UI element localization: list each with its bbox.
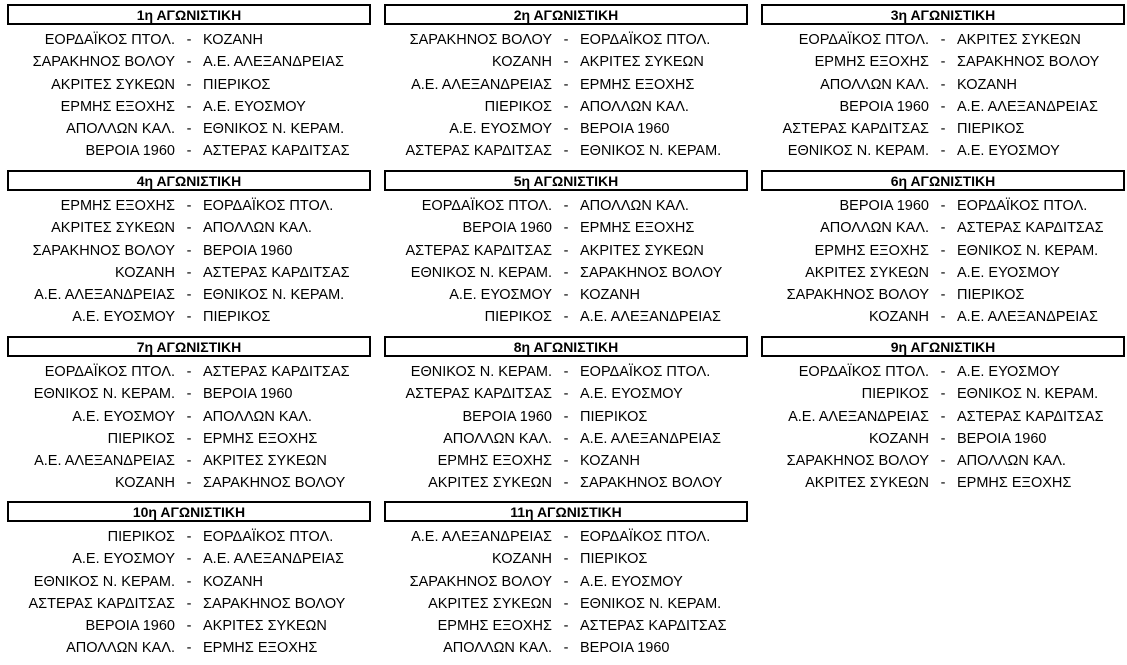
match-row — [384, 306, 748, 328]
match-separator: - — [940, 198, 946, 214]
away-team: ΚΟΖΑΝΗ — [957, 76, 1017, 93]
away-team: ΣΑΡΑΚΗΝΟΣ ΒΟΛΟΥ — [580, 264, 723, 281]
match-row — [7, 450, 371, 472]
away-team: ΑΣΤΕΡΑΣ ΚΑΡΔΙΤΣΑΣ — [203, 264, 350, 281]
match-row — [384, 472, 748, 494]
home-team: Α.Ε. ΑΛΕΞΑΝΔΡΕΙΑΣ — [788, 408, 929, 425]
away-team: ΠΙΕΡΙΚΟΣ — [580, 408, 648, 425]
home-team: ΚΟΖΑΝΗ — [869, 309, 929, 326]
match-row — [761, 472, 1125, 494]
match-separator: - — [563, 364, 569, 380]
round-block-11 — [384, 501, 748, 660]
round-title: 3η ΑΓΩΝΙΣΤΙΚΗ — [761, 4, 1125, 25]
round-title: 8η ΑΓΩΝΙΣΤΙΚΗ — [384, 336, 748, 357]
away-team: ΚΟΖΑΝΗ — [203, 32, 263, 48]
away-team: ΒΕΡΟΙΑ 1960 — [580, 121, 670, 138]
home-team: ΣΑΡΑΚΗΝΟΣ ΒΟΛΟΥ — [786, 453, 929, 470]
match-row — [384, 571, 748, 593]
home-team: ΒΕΡΟΙΑ 1960 — [462, 408, 552, 425]
away-team: Α.Ε. ΕΥΟΣΜΟΥ — [957, 143, 1060, 160]
match-separator: - — [940, 386, 946, 403]
match-separator: - — [563, 475, 569, 492]
match-row — [7, 306, 371, 328]
match-separator: - — [186, 76, 192, 93]
home-team: ΑΠΟΛΛΩΝ ΚΑΛ. — [443, 640, 552, 657]
round-title: 6η ΑΓΩΝΙΣΤΙΚΗ — [761, 170, 1125, 191]
away-team: ΑΠΟΛΛΩΝ ΚΑΛ. — [580, 198, 689, 214]
home-team: ΕΟΡΔΑΪΚΟΣ ΠΤΟΛ. — [44, 32, 175, 48]
away-team: ΑΠΟΛΛΩΝ ΚΑΛ. — [957, 453, 1066, 470]
match-row — [7, 637, 371, 659]
home-team: ΑΣΤΕΡΑΣ ΚΑΡΔΙΤΣΑΣ — [405, 143, 552, 160]
match-separator: - — [186, 198, 192, 214]
match-separator: - — [563, 618, 569, 635]
home-team: ΚΟΖΑΝΗ — [115, 264, 175, 281]
match-list — [384, 29, 748, 163]
away-team: Α.Ε. ΕΥΟΣΜΟΥ — [580, 573, 683, 590]
match-separator: - — [186, 475, 192, 492]
match-row — [7, 548, 371, 570]
home-team: ΣΑΡΑΚΗΝΟΣ ΒΟΛΟΥ — [409, 32, 552, 48]
match-separator: - — [563, 76, 569, 93]
away-team: ΑΚΡΙΤΕΣ ΣΥΚΕΩΝ — [580, 54, 704, 71]
home-team: ΕΟΡΔΑΪΚΟΣ ΠΤΟΛ. — [798, 32, 929, 48]
match-row — [7, 240, 371, 262]
match-row — [761, 450, 1125, 472]
match-separator: - — [563, 551, 569, 568]
match-row — [384, 96, 748, 118]
away-team: ΕΟΡΔΑΪΚΟΣ ΠΤΟΛ. — [203, 198, 334, 214]
home-team: ΕΟΡΔΑΪΚΟΣ ΠΤΟΛ. — [44, 364, 175, 380]
match-row — [384, 428, 748, 450]
match-row — [384, 51, 748, 73]
away-team: ΑΣΤΕΡΑΣ ΚΑΡΔΙΤΣΑΣ — [580, 618, 727, 635]
home-team: ΕΘΝΙΚΟΣ Ν. ΚΕΡΑΜ. — [410, 364, 552, 380]
away-team: ΠΙΕΡΙΚΟΣ — [957, 121, 1025, 138]
away-team: ΕΡΜΗΣ ΕΞΟΧΗΣ — [203, 430, 318, 447]
home-team: ΑΣΤΕΡΑΣ ΚΑΡΔΙΤΣΑΣ — [405, 386, 552, 403]
away-team: ΚΟΖΑΝΗ — [580, 453, 640, 470]
match-separator: - — [563, 98, 569, 115]
match-separator: - — [940, 98, 946, 115]
home-team: ΑΣΤΕΡΑΣ ΚΑΡΔΙΤΣΑΣ — [405, 242, 552, 259]
match-separator: - — [563, 453, 569, 470]
away-team: Α.Ε. ΕΥΟΣΜΟΥ — [957, 264, 1060, 281]
home-team: ΕΡΜΗΣ ΕΞΟΧΗΣ — [814, 242, 929, 259]
match-row — [761, 96, 1125, 118]
away-team: ΣΑΡΑΚΗΝΟΣ ΒΟΛΟΥ — [580, 475, 723, 492]
match-row — [761, 406, 1125, 428]
away-team: ΑΣΤΕΡΑΣ ΚΑΡΔΙΤΣΑΣ — [203, 143, 350, 160]
round-block-4 — [7, 170, 371, 329]
away-team: ΑΣΤΕΡΑΣ ΚΑΡΔΙΤΣΑΣ — [203, 364, 350, 380]
away-team: ΑΣΤΕΡΑΣ ΚΑΡΔΙΤΣΑΣ — [957, 220, 1104, 237]
match-list — [761, 29, 1125, 163]
round-block-10 — [7, 501, 371, 660]
match-row — [384, 406, 748, 428]
away-team: ΕΡΜΗΣ ΕΞΟΧΗΣ — [580, 220, 695, 237]
match-list — [761, 361, 1125, 495]
match-row — [761, 195, 1125, 217]
away-team: ΠΙΕΡΙΚΟΣ — [580, 551, 648, 568]
match-separator: - — [563, 529, 569, 545]
home-team: ΑΠΟΛΛΩΝ ΚΑΛ. — [820, 76, 929, 93]
home-team: ΑΚΡΙΤΕΣ ΣΥΚΕΩΝ — [428, 595, 552, 612]
home-team: ΒΕΡΟΙΑ 1960 — [462, 220, 552, 237]
round-title: 10η ΑΓΩΝΙΣΤΙΚΗ — [7, 501, 371, 522]
away-team: ΕΟΡΔΑΪΚΟΣ ΠΤΟΛ. — [580, 364, 711, 380]
away-team: ΕΟΡΔΑΪΚΟΣ ΠΤΟΛ. — [203, 529, 334, 545]
match-separator: - — [940, 309, 946, 326]
home-team: ΕΟΡΔΑΪΚΟΣ ΠΤΟΛ. — [798, 364, 929, 380]
home-team: ΚΟΖΑΝΗ — [492, 54, 552, 71]
home-team: Α.Ε. ΑΛΕΞΑΝΔΡΕΙΑΣ — [34, 453, 175, 470]
match-separator: - — [186, 220, 192, 237]
match-separator: - — [940, 408, 946, 425]
match-row — [384, 615, 748, 637]
home-team: Α.Ε. ΑΛΕΞΑΝΔΡΕΙΑΣ — [411, 76, 552, 93]
match-separator: - — [186, 32, 192, 48]
away-team: ΕΘΝΙΚΟΣ Ν. ΚΕΡΑΜ. — [957, 386, 1099, 403]
match-row — [384, 240, 748, 262]
match-row — [384, 140, 748, 162]
home-team: ΚΟΖΑΝΗ — [115, 475, 175, 492]
home-team: ΑΠΟΛΛΩΝ ΚΑΛ. — [66, 121, 175, 138]
match-row — [761, 74, 1125, 96]
match-row — [384, 361, 748, 383]
home-team: ΑΚΡΙΤΕΣ ΣΥΚΕΩΝ — [51, 220, 175, 237]
away-team: ΠΙΕΡΙΚΟΣ — [957, 287, 1025, 304]
home-team: Α.Ε. ΕΥΟΣΜΟΥ — [72, 309, 175, 326]
match-separator: - — [563, 408, 569, 425]
away-team: ΣΑΡΑΚΗΝΟΣ ΒΟΛΟΥ — [203, 475, 346, 492]
match-row — [7, 526, 371, 548]
match-list — [7, 29, 371, 163]
home-team: ΒΕΡΟΙΑ 1960 — [839, 198, 929, 214]
away-team: ΑΚΡΙΤΕΣ ΣΥΚΕΩΝ — [203, 453, 327, 470]
away-team: ΚΟΖΑΝΗ — [203, 573, 263, 590]
match-row — [7, 615, 371, 637]
away-team: ΑΣΤΕΡΑΣ ΚΑΡΔΙΤΣΑΣ — [957, 408, 1104, 425]
away-team: ΕΡΜΗΣ ΕΞΟΧΗΣ — [203, 640, 318, 657]
match-row — [384, 118, 748, 140]
away-team: ΕΟΡΔΑΪΚΟΣ ΠΤΟΛ. — [580, 529, 711, 545]
match-row — [7, 593, 371, 615]
match-separator: - — [563, 309, 569, 326]
match-row — [384, 593, 748, 615]
match-separator: - — [186, 640, 192, 657]
match-row — [761, 361, 1125, 383]
round-title: 2η ΑΓΩΝΙΣΤΙΚΗ — [384, 4, 748, 25]
round-block-9 — [761, 336, 1125, 495]
home-team: ΑΚΡΙΤΕΣ ΣΥΚΕΩΝ — [51, 76, 175, 93]
home-team: Α.Ε. ΕΥΟΣΜΟΥ — [72, 551, 175, 568]
match-list — [7, 195, 371, 329]
away-team: ΣΑΡΑΚΗΝΟΣ ΒΟΛΟΥ — [203, 595, 346, 612]
match-separator: - — [563, 143, 569, 160]
match-separator: - — [186, 386, 192, 403]
away-team: ΠΙΕΡΙΚΟΣ — [203, 309, 271, 326]
home-team: Α.Ε. ΕΥΟΣΜΟΥ — [72, 408, 175, 425]
away-team: Α.Ε. ΑΛΕΞΑΝΔΡΕΙΑΣ — [957, 98, 1098, 115]
match-row — [384, 548, 748, 570]
match-separator: - — [186, 287, 192, 304]
home-team: ΕΡΜΗΣ ΕΞΟΧΗΣ — [437, 618, 552, 635]
home-team: ΑΚΡΙΤΕΣ ΣΥΚΕΩΝ — [428, 475, 552, 492]
away-team: ΕΘΝΙΚΟΣ Ν. ΚΕΡΑΜ. — [580, 143, 722, 160]
match-row — [761, 240, 1125, 262]
away-team: Α.Ε. ΑΛΕΞΑΝΔΡΕΙΑΣ — [580, 309, 721, 326]
away-team: ΕΘΝΙΚΟΣ Ν. ΚΕΡΑΜ. — [203, 287, 345, 304]
match-separator: - — [186, 408, 192, 425]
home-team: ΕΘΝΙΚΟΣ Ν. ΚΕΡΑΜ. — [33, 573, 175, 590]
match-separator: - — [563, 220, 569, 237]
round-title: 7η ΑΓΩΝΙΣΤΙΚΗ — [7, 336, 371, 357]
match-row — [384, 195, 748, 217]
match-separator: - — [563, 595, 569, 612]
match-list — [384, 195, 748, 329]
match-separator: - — [186, 309, 192, 326]
away-team: ΒΕΡΟΙΑ 1960 — [203, 242, 293, 259]
match-separator: - — [186, 573, 192, 590]
match-separator: - — [186, 453, 192, 470]
match-row — [761, 140, 1125, 162]
match-row — [384, 637, 748, 659]
match-row — [7, 428, 371, 450]
match-separator: - — [940, 430, 946, 447]
away-team: ΕΟΡΔΑΪΚΟΣ ΠΤΟΛ. — [957, 198, 1088, 214]
match-row — [384, 262, 748, 284]
match-row — [7, 140, 371, 162]
match-row — [384, 74, 748, 96]
match-row — [7, 262, 371, 284]
round-block-2 — [384, 4, 748, 163]
away-team: ΒΕΡΟΙΑ 1960 — [580, 640, 670, 657]
match-separator: - — [563, 287, 569, 304]
match-separator: - — [563, 640, 569, 657]
match-separator: - — [940, 143, 946, 160]
match-separator: - — [563, 386, 569, 403]
round-title: 5η ΑΓΩΝΙΣΤΙΚΗ — [384, 170, 748, 191]
match-separator: - — [940, 76, 946, 93]
home-team: ΠΙΕΡΙΚΟΣ — [484, 98, 552, 115]
match-separator: - — [940, 364, 946, 380]
away-team: ΕΘΝΙΚΟΣ Ν. ΚΕΡΑΜ. — [203, 121, 345, 138]
round-block-5 — [384, 170, 748, 329]
match-list — [7, 361, 371, 495]
match-separator: - — [940, 54, 946, 71]
match-separator: - — [940, 475, 946, 492]
home-team: ΚΟΖΑΝΗ — [492, 551, 552, 568]
home-team: ΕΘΝΙΚΟΣ Ν. ΚΕΡΑΜ. — [33, 386, 175, 403]
away-team: ΕΟΡΔΑΪΚΟΣ ΠΤΟΛ. — [580, 32, 711, 48]
match-separator: - — [940, 287, 946, 304]
home-team: ΠΙΕΡΙΚΟΣ — [107, 430, 175, 447]
match-row — [7, 195, 371, 217]
home-team: Α.Ε. ΕΥΟΣΜΟΥ — [449, 287, 552, 304]
match-row — [7, 51, 371, 73]
match-list — [7, 526, 371, 660]
away-team: ΕΡΜΗΣ ΕΞΟΧΗΣ — [957, 475, 1072, 492]
round-title: 1η ΑΓΩΝΙΣΤΙΚΗ — [7, 4, 371, 25]
match-separator: - — [186, 364, 192, 380]
match-separator: - — [563, 430, 569, 447]
home-team: ΣΑΡΑΚΗΝΟΣ ΒΟΛΟΥ — [409, 573, 552, 590]
away-team: Α.Ε. ΕΥΟΣΜΟΥ — [957, 364, 1060, 380]
match-row — [384, 217, 748, 239]
match-row — [7, 406, 371, 428]
match-row — [761, 51, 1125, 73]
match-row — [761, 306, 1125, 328]
home-team: ΑΚΡΙΤΕΣ ΣΥΚΕΩΝ — [805, 264, 929, 281]
home-team: ΕΡΜΗΣ ΕΞΟΧΗΣ — [437, 453, 552, 470]
home-team: ΑΣΤΕΡΑΣ ΚΑΡΔΙΤΣΑΣ — [28, 595, 175, 612]
home-team: ΕΡΜΗΣ ΕΞΟΧΗΣ — [60, 198, 175, 214]
match-row — [7, 96, 371, 118]
match-row — [7, 118, 371, 140]
match-separator: - — [186, 143, 192, 160]
away-team: ΑΠΟΛΛΩΝ ΚΑΛ. — [203, 220, 312, 237]
home-team: ΠΙΕΡΙΚΟΣ — [107, 529, 175, 545]
match-separator: - — [940, 32, 946, 48]
match-separator: - — [563, 573, 569, 590]
home-team: ΑΠΟΛΛΩΝ ΚΑΛ. — [820, 220, 929, 237]
match-row — [384, 29, 748, 51]
match-row — [7, 217, 371, 239]
home-team: ΣΑΡΑΚΗΝΟΣ ΒΟΛΟΥ — [32, 54, 175, 71]
match-separator: - — [186, 54, 192, 71]
match-separator: - — [563, 32, 569, 48]
home-team: ΒΕΡΟΙΑ 1960 — [85, 143, 175, 160]
match-row — [7, 361, 371, 383]
match-row — [384, 284, 748, 306]
home-team: ΣΑΡΑΚΗΝΟΣ ΒΟΛΟΥ — [786, 287, 929, 304]
away-team: Α.Ε. ΕΥΟΣΜΟΥ — [580, 386, 683, 403]
match-row — [761, 428, 1125, 450]
match-row — [761, 217, 1125, 239]
away-team: ΕΘΝΙΚΟΣ Ν. ΚΕΡΑΜ. — [580, 595, 722, 612]
away-team: ΕΡΜΗΣ ΕΞΟΧΗΣ — [580, 76, 695, 93]
match-list — [761, 195, 1125, 329]
away-team: Α.Ε. ΑΛΕΞΑΝΔΡΕΙΑΣ — [203, 54, 344, 71]
match-row — [384, 383, 748, 405]
home-team: ΕΟΡΔΑΪΚΟΣ ΠΤΟΛ. — [421, 198, 552, 214]
match-separator: - — [186, 98, 192, 115]
away-team: ΑΠΟΛΛΩΝ ΚΑΛ. — [580, 98, 689, 115]
match-separator: - — [563, 264, 569, 281]
home-team: ΒΕΡΟΙΑ 1960 — [839, 98, 929, 115]
match-separator: - — [563, 242, 569, 259]
match-row — [7, 571, 371, 593]
home-team: ΕΡΜΗΣ ΕΞΟΧΗΣ — [814, 54, 929, 71]
match-row — [7, 284, 371, 306]
away-team: ΑΚΡΙΤΕΣ ΣΥΚΕΩΝ — [957, 32, 1081, 48]
match-row — [384, 526, 748, 548]
match-row — [7, 29, 371, 51]
match-separator: - — [563, 121, 569, 138]
match-separator: - — [940, 121, 946, 138]
round-title: 9η ΑΓΩΝΙΣΤΙΚΗ — [761, 336, 1125, 357]
match-separator: - — [186, 242, 192, 259]
match-separator: - — [940, 220, 946, 237]
away-team: Α.Ε. ΕΥΟΣΜΟΥ — [203, 98, 306, 115]
away-team: ΑΚΡΙΤΕΣ ΣΥΚΕΩΝ — [580, 242, 704, 259]
match-separator: - — [186, 618, 192, 635]
round-block-3 — [761, 4, 1125, 163]
match-separator: - — [186, 430, 192, 447]
away-team: ΚΟΖΑΝΗ — [580, 287, 640, 304]
round-block-7 — [7, 336, 371, 495]
match-separator: - — [563, 54, 569, 71]
round-block-1 — [7, 4, 371, 163]
away-team: Α.Ε. ΑΛΕΞΑΝΔΡΕΙΑΣ — [580, 430, 721, 447]
away-team: ΕΘΝΙΚΟΣ Ν. ΚΕΡΑΜ. — [957, 242, 1099, 259]
match-separator: - — [186, 264, 192, 281]
match-separator: - — [186, 121, 192, 138]
round-title: 4η ΑΓΩΝΙΣΤΙΚΗ — [7, 170, 371, 191]
home-team: ΒΕΡΟΙΑ 1960 — [85, 618, 175, 635]
match-row — [761, 262, 1125, 284]
match-separator: - — [940, 242, 946, 259]
home-team: ΣΑΡΑΚΗΝΟΣ ΒΟΛΟΥ — [32, 242, 175, 259]
home-team: ΕΘΝΙΚΟΣ Ν. ΚΕΡΑΜ. — [787, 143, 929, 160]
home-team: ΑΚΡΙΤΕΣ ΣΥΚΕΩΝ — [805, 475, 929, 492]
home-team: ΠΙΕΡΙΚΟΣ — [861, 386, 929, 403]
home-team: Α.Ε. ΕΥΟΣΜΟΥ — [449, 121, 552, 138]
match-separator: - — [186, 529, 192, 545]
away-team: ΑΚΡΙΤΕΣ ΣΥΚΕΩΝ — [203, 618, 327, 635]
match-row — [761, 118, 1125, 140]
round-block-8 — [384, 336, 748, 495]
match-row — [384, 450, 748, 472]
match-row — [761, 383, 1125, 405]
match-row — [7, 472, 371, 494]
match-separator: - — [940, 453, 946, 470]
match-separator: - — [940, 264, 946, 281]
match-separator: - — [186, 595, 192, 612]
match-list — [384, 361, 748, 495]
away-team: Α.Ε. ΑΛΕΞΑΝΔΡΕΙΑΣ — [203, 551, 344, 568]
away-team: ΣΑΡΑΚΗΝΟΣ ΒΟΛΟΥ — [957, 54, 1100, 71]
away-team: ΠΙΕΡΙΚΟΣ — [203, 76, 271, 93]
away-team: ΑΠΟΛΛΩΝ ΚΑΛ. — [203, 408, 312, 425]
round-title: 11η ΑΓΩΝΙΣΤΙΚΗ — [384, 501, 748, 522]
home-team: ΚΟΖΑΝΗ — [869, 430, 929, 447]
match-row — [7, 74, 371, 96]
match-row — [761, 29, 1125, 51]
home-team: ΑΣΤΕΡΑΣ ΚΑΡΔΙΤΣΑΣ — [782, 121, 929, 138]
home-team: ΕΘΝΙΚΟΣ Ν. ΚΕΡΑΜ. — [410, 264, 552, 281]
away-team: ΒΕΡΟΙΑ 1960 — [203, 386, 293, 403]
match-row — [761, 284, 1125, 306]
match-separator: - — [563, 198, 569, 214]
match-list — [384, 526, 748, 660]
home-team: ΠΙΕΡΙΚΟΣ — [484, 309, 552, 326]
away-team: Α.Ε. ΑΛΕΞΑΝΔΡΕΙΑΣ — [957, 309, 1098, 326]
away-team: ΒΕΡΟΙΑ 1960 — [957, 430, 1047, 447]
home-team: ΑΠΟΛΛΩΝ ΚΑΛ. — [443, 430, 552, 447]
home-team: Α.Ε. ΑΛΕΞΑΝΔΡΕΙΑΣ — [411, 529, 552, 545]
home-team: ΑΠΟΛΛΩΝ ΚΑΛ. — [66, 640, 175, 657]
match-separator: - — [186, 551, 192, 568]
match-row — [7, 383, 371, 405]
home-team: Α.Ε. ΑΛΕΞΑΝΔΡΕΙΑΣ — [34, 287, 175, 304]
round-block-6 — [761, 170, 1125, 329]
home-team: ΕΡΜΗΣ ΕΞΟΧΗΣ — [60, 98, 175, 115]
